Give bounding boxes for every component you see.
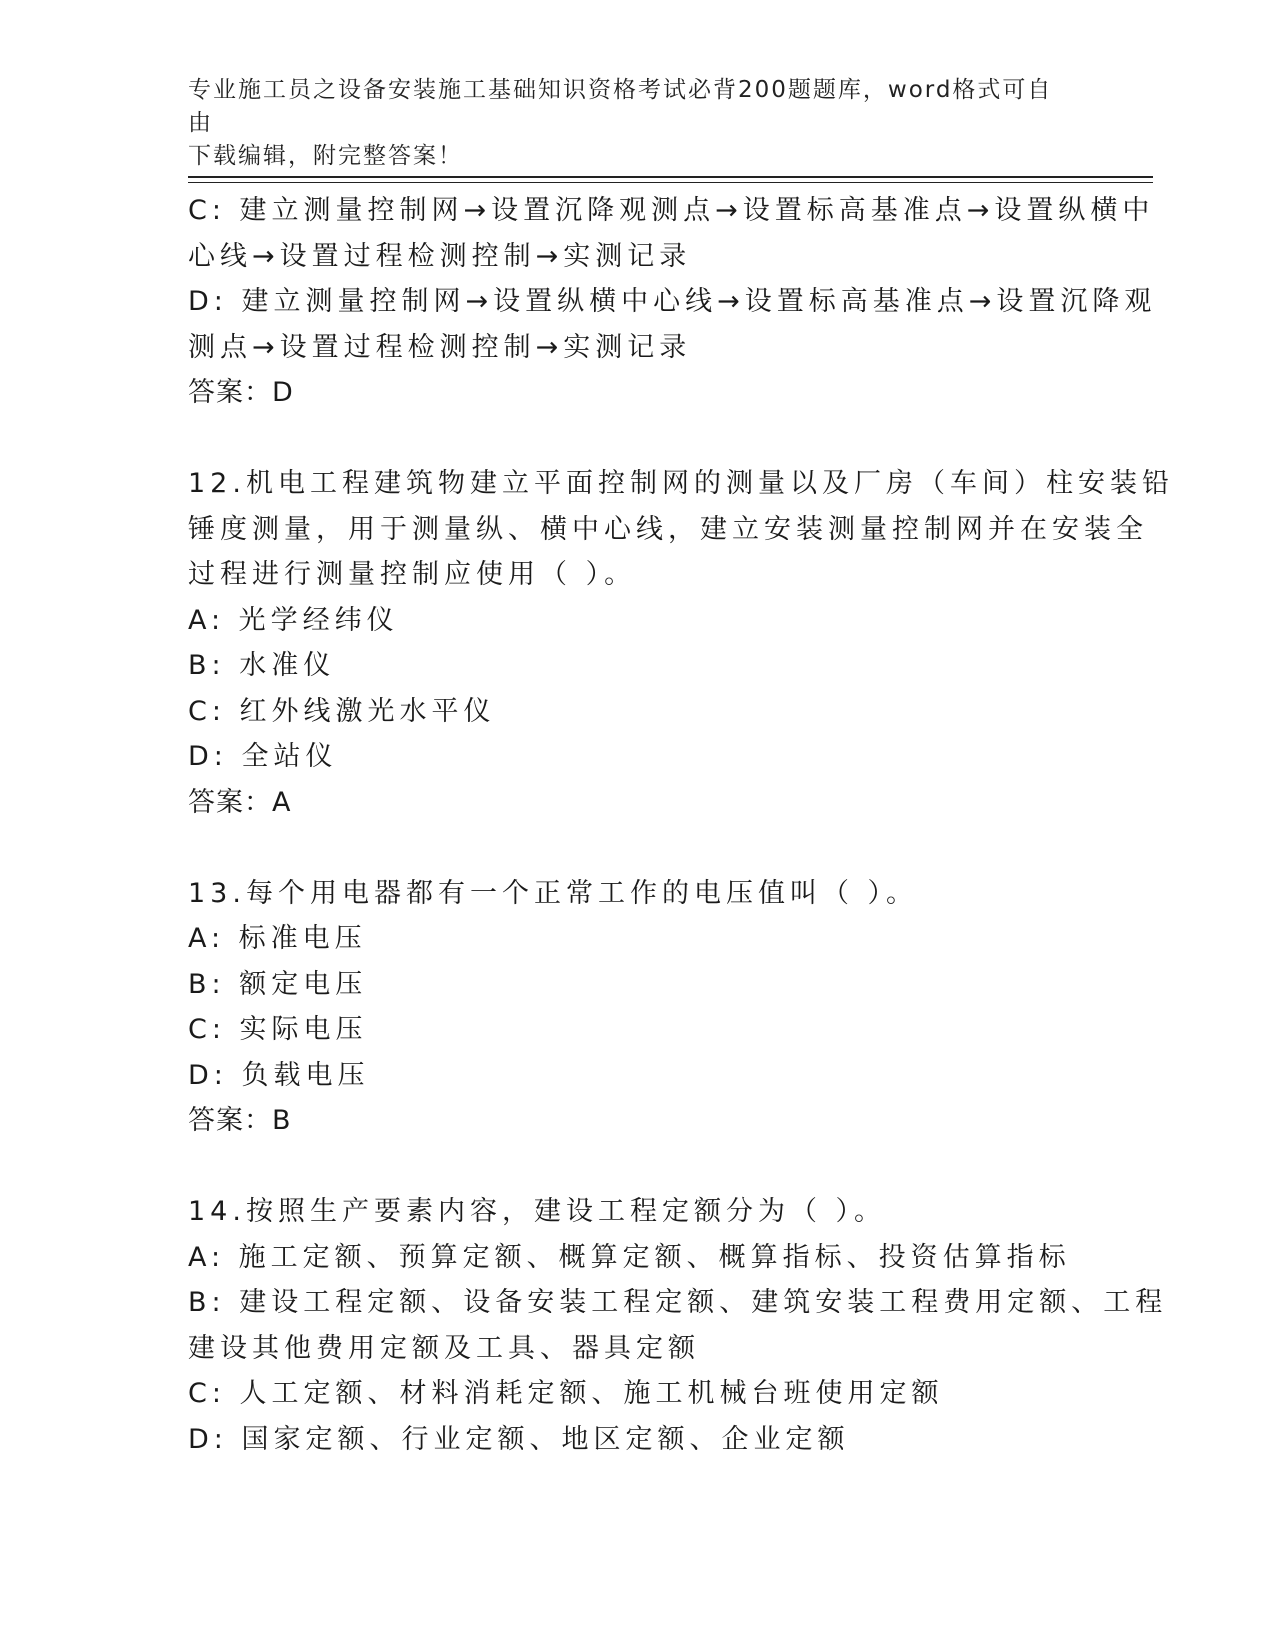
- question-text-line-2: 锤度测量，用于测量纵、横中心线，建立安装测量控制网并在安装全: [188, 513, 1148, 545]
- option-a: A: 施工定额、预算定额、概算定额、概算指标、投资估算指标: [188, 1241, 1071, 1273]
- option-c: C: 红外线激光水平仪: [188, 695, 496, 727]
- option-d: D: 全站仪: [188, 741, 338, 772]
- header-line-2: 下载编辑，附完整答案！: [188, 143, 463, 169]
- spacer: [188, 416, 1088, 462]
- previous-question: [188, 188, 1157, 416]
- option-b: B: 水准仪: [188, 650, 336, 681]
- question-content: [188, 188, 1174, 1462]
- spacer: [188, 1144, 1088, 1190]
- question-text-line-3: 过程进行测量控制应使用（ ）。: [188, 559, 637, 590]
- option-c-line-2: 心线→设置过程检测控制→实测记录: [188, 240, 692, 272]
- answer: 答案：A: [188, 786, 292, 818]
- question-text-line-1: 14.按照生产要素内容，建设工程定额分为（ ）。: [188, 1196, 887, 1227]
- header-divider-thick: [188, 176, 1153, 178]
- document-header: [188, 74, 1068, 173]
- question-text-line-1: 13.每个用电器都有一个正常工作的电压值叫（ ）。: [188, 877, 919, 909]
- question-14: [188, 1189, 1168, 1462]
- option-d: D: 国家定额、行业定额、地区定额、企业定额: [188, 1423, 850, 1455]
- option-c: C: 人工定额、材料消耗定额、施工机械台班使用定额: [188, 1378, 944, 1409]
- option-b-line-1: B: 建设工程定额、设备安装工程定额、建筑安装工程费用定额、工程: [188, 1287, 1168, 1318]
- option-d-line-2: 测点→设置过程检测控制→实测记录: [188, 331, 692, 363]
- question-12: [188, 461, 1174, 825]
- option-c-line-1: C: 建立测量控制网→设置沉降观测点→设置标高基准点→设置纵横中: [188, 195, 1155, 226]
- option-a: A: 光学经纬仪: [188, 604, 399, 636]
- option-d-line-1: D: 建立测量控制网→设置纵横中心线→设置标高基准点→设置沉降观: [188, 286, 1157, 317]
- option-c: C: 实际电压: [188, 1014, 368, 1045]
- option-a: A: 标准电压: [188, 923, 367, 954]
- header-line-1: 专业施工员之设备安装施工基础知识资格考试必背200题题库，word格式可自由: [188, 77, 1053, 136]
- question-13: [188, 871, 1088, 1144]
- spacer: [188, 825, 1088, 871]
- option-d: D: 负载电压: [188, 1059, 370, 1091]
- option-b: B: 额定电压: [188, 968, 368, 1000]
- option-b-line-2: 建设其他费用定额及工具、器具定额: [188, 1332, 700, 1364]
- answer: 答案：D: [188, 377, 294, 408]
- answer: 答案：B: [188, 1105, 292, 1136]
- question-text-line-1: 12.机电工程建筑物建立平面控制网的测量以及厂房（车间）柱安装铅: [188, 468, 1174, 499]
- header-divider-thin: [188, 182, 1153, 183]
